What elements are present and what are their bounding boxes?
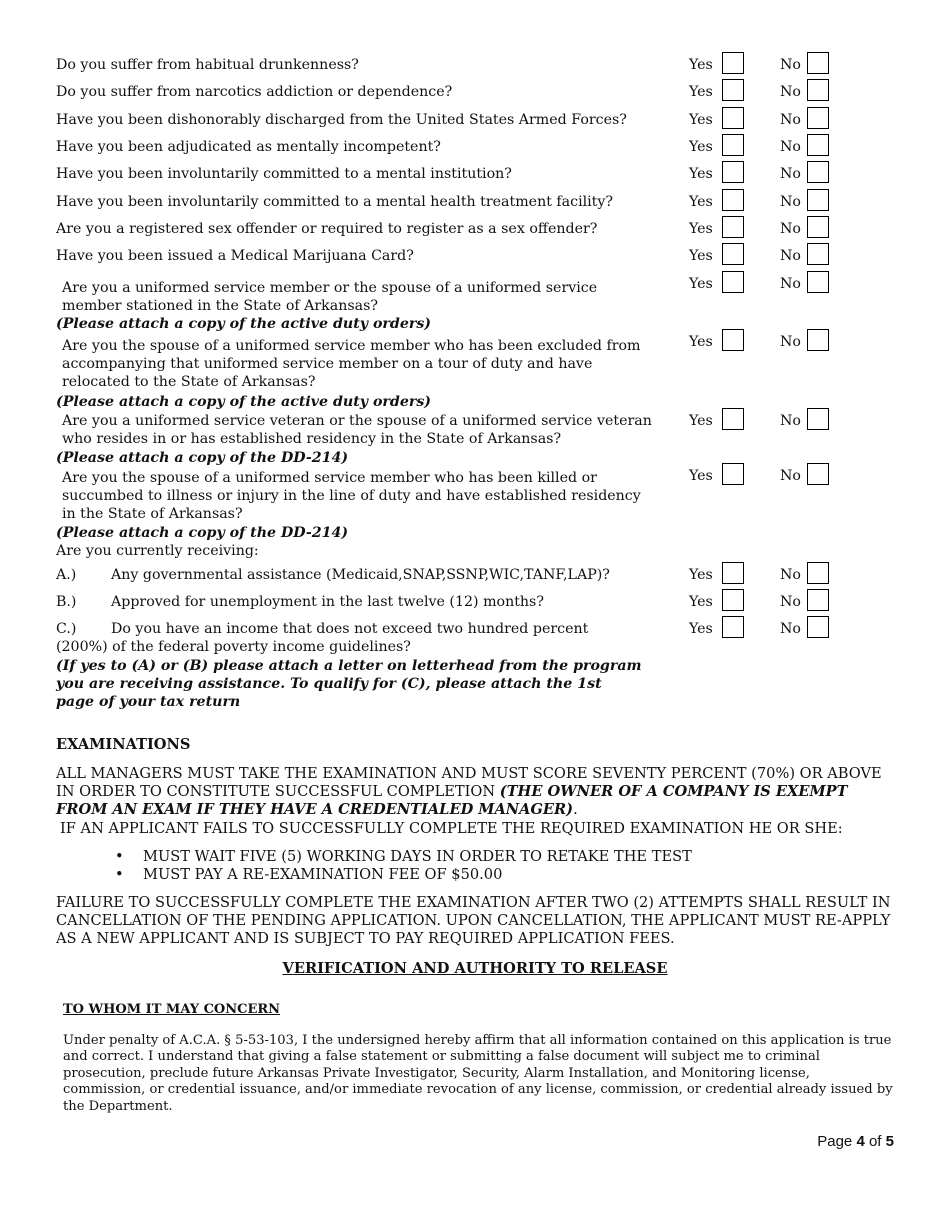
yes-label: Yes xyxy=(689,84,713,100)
exam-fail-text: IF AN APPLICANT FAILS TO SUCCESSFULLY COMPLETE THE REQUIRED EXAMINATION HE OR SHE: xyxy=(60,820,843,837)
item-label: C.) xyxy=(56,621,77,637)
yes-label: Yes xyxy=(689,166,713,182)
yes-label: Yes xyxy=(689,139,713,155)
question-text: Do you suffer from narcotics addiction or dependence? xyxy=(56,84,453,100)
yes-checkbox[interactable] xyxy=(722,79,744,101)
question-text: Do you suffer from habitual drunkenness? xyxy=(56,57,359,73)
no-label: No xyxy=(780,567,801,583)
page-footer xyxy=(817,1133,894,1150)
no-label: No xyxy=(780,84,801,100)
instruction-note: (Please attach a copy of the DD-214) xyxy=(56,450,349,466)
no-label: No xyxy=(780,594,801,610)
concern-heading: TO WHOM IT MAY CONCERN xyxy=(63,1002,281,1017)
exam-period: . xyxy=(573,801,578,818)
yes-checkbox[interactable] xyxy=(722,616,744,638)
instruction-note: (Please attach a copy of the active duty orders) xyxy=(56,394,432,410)
no-checkbox[interactable] xyxy=(807,52,829,74)
yes-checkbox[interactable] xyxy=(722,243,744,265)
receiving-note: page of your tax return xyxy=(56,694,241,710)
yes-label: Yes xyxy=(689,594,713,610)
no-checkbox[interactable] xyxy=(807,243,829,265)
question-text: Have you been adjudicated as mentally incompetent? xyxy=(56,139,441,155)
no-label: No xyxy=(780,112,801,128)
question-text: Have you been issued a Medical Marijuana Card? xyxy=(56,248,414,264)
yes-label: Yes xyxy=(689,413,713,429)
exam-paragraph xyxy=(56,765,896,819)
no-label: No xyxy=(780,621,801,637)
no-checkbox[interactable] xyxy=(807,271,829,293)
yes-checkbox[interactable] xyxy=(722,52,744,74)
yes-label: Yes xyxy=(689,194,713,210)
no-label: No xyxy=(780,194,801,210)
no-checkbox[interactable] xyxy=(807,189,829,211)
question-text: Have you been involuntarily committed to a mental institution? xyxy=(56,166,512,182)
verification-heading: VERIFICATION AND AUTHORITY TO RELEASE xyxy=(282,960,668,977)
page-total: 5 xyxy=(885,1133,894,1150)
no-checkbox[interactable] xyxy=(807,408,829,430)
no-label: No xyxy=(780,413,801,429)
receiving-note: (If yes to (A) or (B) please attach a letter on letterhead from the program xyxy=(56,658,642,674)
no-checkbox[interactable] xyxy=(807,589,829,611)
bullet-item: • MUST PAY A RE-EXAMINATION FEE OF $50.00 xyxy=(143,866,692,884)
question-text: Are you the spouse of a uniformed service member who has been killed or succumbed to illness or injury in the line of duty and have established residency in the State of Arkansas? xyxy=(62,470,641,522)
yes-checkbox[interactable] xyxy=(722,463,744,485)
bullet-item: • MUST WAIT FIVE (5) WORKING DAYS IN ORDER TO RETAKE THE TEST xyxy=(143,848,692,866)
instruction-note: (Please attach a copy of the active duty orders) xyxy=(56,316,432,332)
failure-paragraph: FAILURE TO SUCCESSFULLY COMPLETE THE EXAMINATION AFTER TWO (2) ATTEMPTS SHALL RESULT IN CANCELLATION OF THE PENDING APPLICATION. UPON CANCELLATION, THE APPLICANT MUST RE-APPLY AS A NEW APPLICANT AND IS SUBJECT TO PAY REQUIRED APPLICATION FEES. xyxy=(56,894,891,947)
instruction-note: (Please attach a copy of the DD-214) xyxy=(56,525,349,541)
verification-body: Under penalty of A.C.A. § 5-53-103, I the undersigned hereby affirm that all information contained on this application is true and correct. I understand that giving a false statement or submitting a false document will subject me to criminal prosecution, preclude future Arkansas Private Investigator, Security, Alarm Installation, and Monitoring license, commission, or credential issuance, and/or immediate revocation of any license, commission, or credential already issued by the Department. xyxy=(63,1033,893,1114)
yes-checkbox[interactable] xyxy=(722,562,744,584)
yes-label: Yes xyxy=(689,334,713,350)
yes-checkbox[interactable] xyxy=(722,107,744,129)
no-label: No xyxy=(780,166,801,182)
no-label: No xyxy=(780,248,801,264)
yes-checkbox[interactable] xyxy=(722,189,744,211)
question-text: Have you been dishonorably discharged from the United States Armed Forces? xyxy=(56,112,627,128)
question-text: Have you been involuntarily committed to a mental health treatment facility? xyxy=(56,194,614,210)
no-checkbox[interactable] xyxy=(807,161,829,183)
no-label: No xyxy=(780,57,801,73)
yes-label: Yes xyxy=(689,57,713,73)
receiving-item-c-cont: (200%) of the federal poverty income guidelines? xyxy=(56,639,411,655)
no-label: No xyxy=(780,276,801,292)
yes-checkbox[interactable] xyxy=(722,589,744,611)
item-text: Do you have an income that does not exceed two hundred percent xyxy=(111,621,589,637)
no-checkbox[interactable] xyxy=(807,107,829,129)
exam-text: ALL MANAGERS MUST TAKE THE EXAMINATION AND MUST SCORE SEVENTY PERCENT (70%) OR ABOVE IN ORDER TO CONSTITUTE SUCCESSFUL COMPLETION xyxy=(56,765,882,800)
yes-label: Yes xyxy=(689,567,713,583)
question-text: Are you a uniformed service member or the spouse of a uniformed service member stationed in the State of Arkansas? xyxy=(62,280,598,314)
yes-label: Yes xyxy=(689,112,713,128)
item-text: Any governmental assistance (Medicaid,SNAP,SSNP,WIC,TANF,LAP)? xyxy=(111,567,610,583)
yes-label: Yes xyxy=(689,276,713,292)
receiving-intro: Are you currently receiving: xyxy=(56,543,259,559)
yes-label: Yes xyxy=(689,468,713,484)
receiving-item-b xyxy=(56,593,544,611)
item-label: B.) xyxy=(56,594,77,610)
receiving-note: you are receiving assistance. To qualify for (C), please attach the 1st xyxy=(56,676,602,692)
yes-checkbox[interactable] xyxy=(722,271,744,293)
question-text: Are you a registered sex offender or required to register as a sex offender? xyxy=(56,221,598,237)
receiving-item-a xyxy=(56,566,610,584)
no-checkbox[interactable] xyxy=(807,216,829,238)
yes-checkbox[interactable] xyxy=(722,161,744,183)
yes-checkbox[interactable] xyxy=(722,216,744,238)
page-word: Page xyxy=(817,1133,853,1150)
no-checkbox[interactable] xyxy=(807,463,829,485)
yes-label: Yes xyxy=(689,221,713,237)
no-checkbox[interactable] xyxy=(807,562,829,584)
exam-heading: EXAMINATIONS xyxy=(56,736,191,753)
no-checkbox[interactable] xyxy=(807,134,829,156)
no-checkbox[interactable] xyxy=(807,79,829,101)
yes-label: Yes xyxy=(689,248,713,264)
receiving-item-c xyxy=(56,620,588,638)
exam-bullets xyxy=(143,848,692,884)
no-label: No xyxy=(780,334,801,350)
item-text: Approved for unemployment in the last twelve (12) months? xyxy=(111,594,544,610)
no-checkbox[interactable] xyxy=(807,329,829,351)
yes-checkbox[interactable] xyxy=(722,329,744,351)
no-label: No xyxy=(780,468,801,484)
yes-label: Yes xyxy=(689,621,713,637)
page-number: 4 xyxy=(856,1133,865,1150)
exam-exemption: (THE OWNER OF A COMPANY IS EXEMPT FROM AN EXAM IF THEY HAVE A CREDENTIALED MANAGER) xyxy=(56,783,848,818)
of-word: of xyxy=(868,1133,882,1150)
no-label: No xyxy=(780,221,801,237)
no-checkbox[interactable] xyxy=(807,616,829,638)
yes-checkbox[interactable] xyxy=(722,408,744,430)
item-label: A.) xyxy=(56,567,77,583)
yes-checkbox[interactable] xyxy=(722,134,744,156)
no-label: No xyxy=(780,139,801,155)
question-text: Are you the spouse of a uniformed service member who has been excluded from accompanying that uniformed service member on a tour of duty and have relocated to the State of Arkansas? xyxy=(62,338,641,390)
question-text: Are you a uniformed service veteran or the spouse of a uniformed service veteran who resides in or has established residency in the State of Arkansas? xyxy=(62,413,652,447)
